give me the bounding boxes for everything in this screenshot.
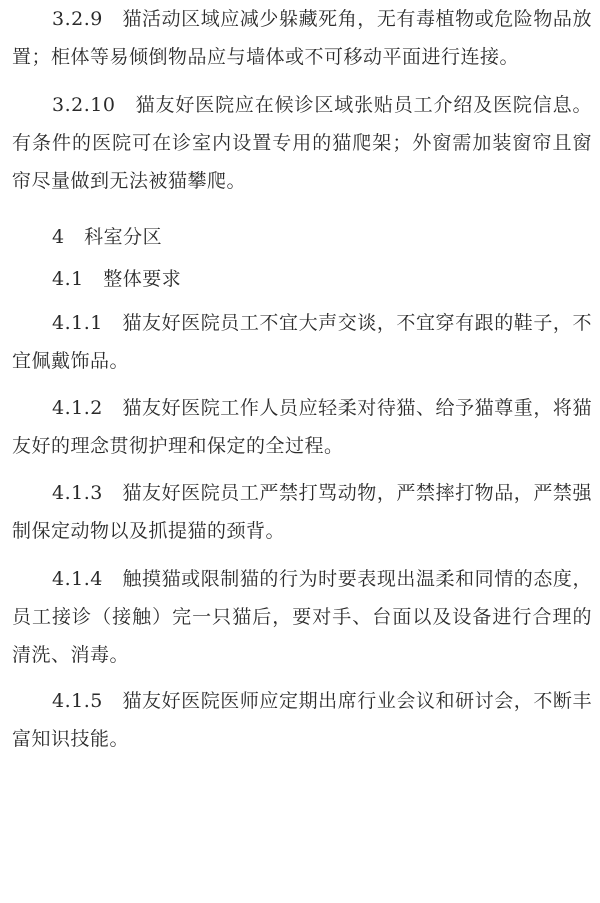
clause-3-2-10: 3.2.10 猫友好医院应在候诊区域张贴员工介绍及医院信息。有条件的医院可在诊室内设置专用的猫爬架；外窗需加装窗帘且窗帘尽量做到无法被猫攀爬。: [12, 94, 592, 192]
clause-4-1-5: 4.1.5 猫友好医院医师应定期出席行业会议和研讨会，不断丰富知识技能。: [12, 690, 592, 750]
section-heading-4: 4 科室分区: [52, 226, 163, 248]
clause-4-1-2: 4.1.2 猫友好医院工作人员应轻柔对待猫、给予猫尊重，将猫友好的理念贯彻护理和保定的全过程。: [12, 397, 592, 457]
clause-4-1-3: 4.1.3 猫友好医院员工严禁打骂动物，严禁摔打物品，严禁强制保定动物以及抓提猫的颈背。: [12, 482, 592, 542]
section-heading-4-1: 4.1 整体要求: [52, 268, 182, 290]
clause-4-1-1: 4.1.1 猫友好医院员工不宜大声交谈，不宜穿有跟的鞋子，不宜佩戴饰品。: [12, 312, 592, 372]
clause-3-2-9: 3.2.9 猫活动区域应减少躲藏死角，无有毒植物或危险物品放置；柜体等易倾倒物品应与墙体或不可移动平面进行连接。: [12, 8, 592, 68]
clause-4-1-4: 4.1.4 触摸猫或限制猫的行为时要表现出温柔和同情的态度，员工接诊（接触）完一只猫后，要对手、台面以及设备进行合理的清洗、消毒。: [12, 568, 592, 666]
